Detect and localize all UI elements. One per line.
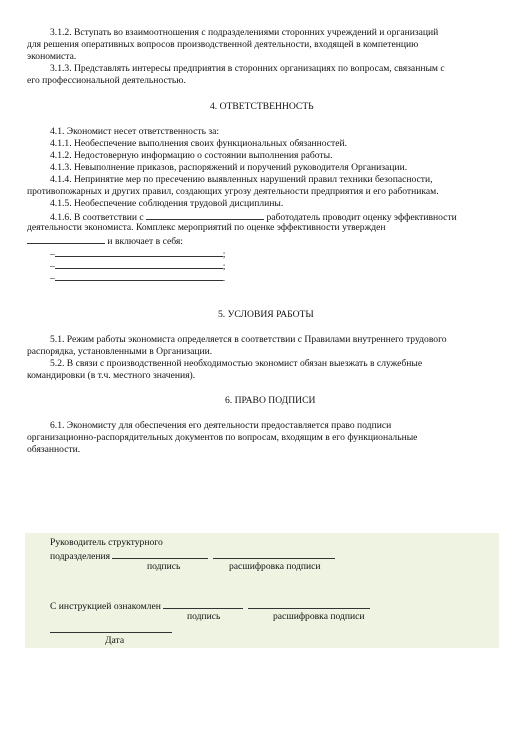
ack-signature-line[interactable] xyxy=(163,599,243,609)
blank-line-regulation[interactable] xyxy=(146,210,264,220)
paragraph-5-1-end: распорядка, установленными в Организации. xyxy=(27,346,213,357)
paragraph-4-1-5: 4.1.5. Необеспечение соблюдения трудовой дисциплины. xyxy=(50,198,284,209)
date-caption: Дата xyxy=(105,635,125,646)
item-end: . xyxy=(222,273,226,284)
dash-marker: – xyxy=(50,261,55,272)
blank-line-item-3[interactable] xyxy=(55,271,223,281)
ack-decode-caption: расшифровка подписи xyxy=(273,611,365,622)
paragraph-3-1-3-end: его профессиональной деятельностью. xyxy=(27,75,186,86)
paragraph-4-1-3: 4.1.3. Невыполнение приказов, распоряжений и поручений руководителя Организации. xyxy=(50,162,408,173)
paragraph-6-1: 6.1. Экономисту для обеспечения его деятельности предоставляется право подписи xyxy=(50,420,392,431)
date-line[interactable] xyxy=(50,623,172,633)
item-end: ; xyxy=(222,249,226,260)
blank-line-item-2[interactable] xyxy=(55,259,223,269)
head-label-line1: Руководитель структурного xyxy=(50,537,163,548)
item-end: ; xyxy=(222,261,226,272)
paragraph-5-2-end: командировки (в т.ч. местного значения). xyxy=(27,370,196,381)
paragraph-3-1-2-end: экономиста. xyxy=(27,51,77,62)
head-sign-caption: подпись xyxy=(147,561,181,572)
paragraph-4-1: 4.1. Экономист несет ответственность за: xyxy=(50,126,220,137)
paragraph-4-1-4: 4.1.4. Непринятие мер по пресечению выявленных нарушений правил техники безопасности, xyxy=(50,174,433,185)
dash-marker: – xyxy=(50,249,55,260)
section-heading-6: 6. ПРАВО ПОДПИСИ xyxy=(225,395,316,406)
ack-name-line[interactable] xyxy=(248,599,370,609)
ack-sign-caption: подпись xyxy=(187,611,221,622)
blank-line-item-1[interactable] xyxy=(55,247,223,257)
paragraph-3-1-2-cont: для решения оперативных вопросов производственной деятельности, входящей в компетенцию xyxy=(27,39,419,50)
signature-block xyxy=(25,533,499,648)
dash-marker: – xyxy=(50,273,55,284)
section-heading-5: 5. УСЛОВИЯ РАБОТЫ xyxy=(218,309,314,320)
paragraph-4-1-4-cont: противопожарных и других правил, создающих угрозу деятельности предприятия и его работникам. xyxy=(27,186,439,197)
paragraph-4-1-6-includes: и включает в себя: xyxy=(107,236,183,247)
paragraph-3-1-3: 3.1.3. Представлять интересы предприятия в сторонних организациях по вопросам, связанным с xyxy=(50,63,445,74)
head-signature-line[interactable] xyxy=(112,549,208,559)
list-item-blank-3 xyxy=(50,271,225,285)
head-name-line[interactable] xyxy=(213,549,335,559)
paragraph-6-1-end: обязанности. xyxy=(27,444,81,455)
paragraph-5-2: 5.2. В связи с производственной необходимостью экономист обязан выезжать в служебные xyxy=(50,358,423,369)
blank-line-approved-by[interactable] xyxy=(27,234,105,244)
paragraph-4-1-6-cont: деятельности экономиста. Комплекс мероприятий по оценке эффективности утвержден xyxy=(27,222,386,233)
head-label-subdivision: подразделения xyxy=(50,551,111,562)
paragraph-4-1-6-start: 4.1.6. В соответствии с xyxy=(50,212,144,223)
paragraph-6-1-cont: организационно-распорядительных документов по вопросам, входящим в его функциональные xyxy=(27,432,418,443)
paragraph-4-1-6-end xyxy=(27,234,183,248)
ack-label: С инструкцией ознакомлен xyxy=(50,601,161,612)
paragraph-3-1-2: 3.1.2. Вступать во взаимоотношения с подразделениями сторонних учреждений и организаций xyxy=(50,27,439,38)
paragraph-4-1-2: 4.1.2. Недостоверную информацию о состоянии выполнения работы. xyxy=(50,150,333,161)
section-heading-4: 4. ОТВЕТСТВЕННОСТЬ xyxy=(210,101,314,112)
paragraph-4-1-6-rest: работодатель проводит оценку эффективности xyxy=(266,212,457,223)
head-decode-caption: расшифровка подписи xyxy=(229,561,321,572)
paragraph-5-1: 5.1. Режим работы экономиста определяется в соответствии с Правилами внутреннего трудового xyxy=(50,334,447,345)
paragraph-4-1-1: 4.1.1. Необеспечение выполнения своих функциональных обязанностей. xyxy=(50,138,348,149)
